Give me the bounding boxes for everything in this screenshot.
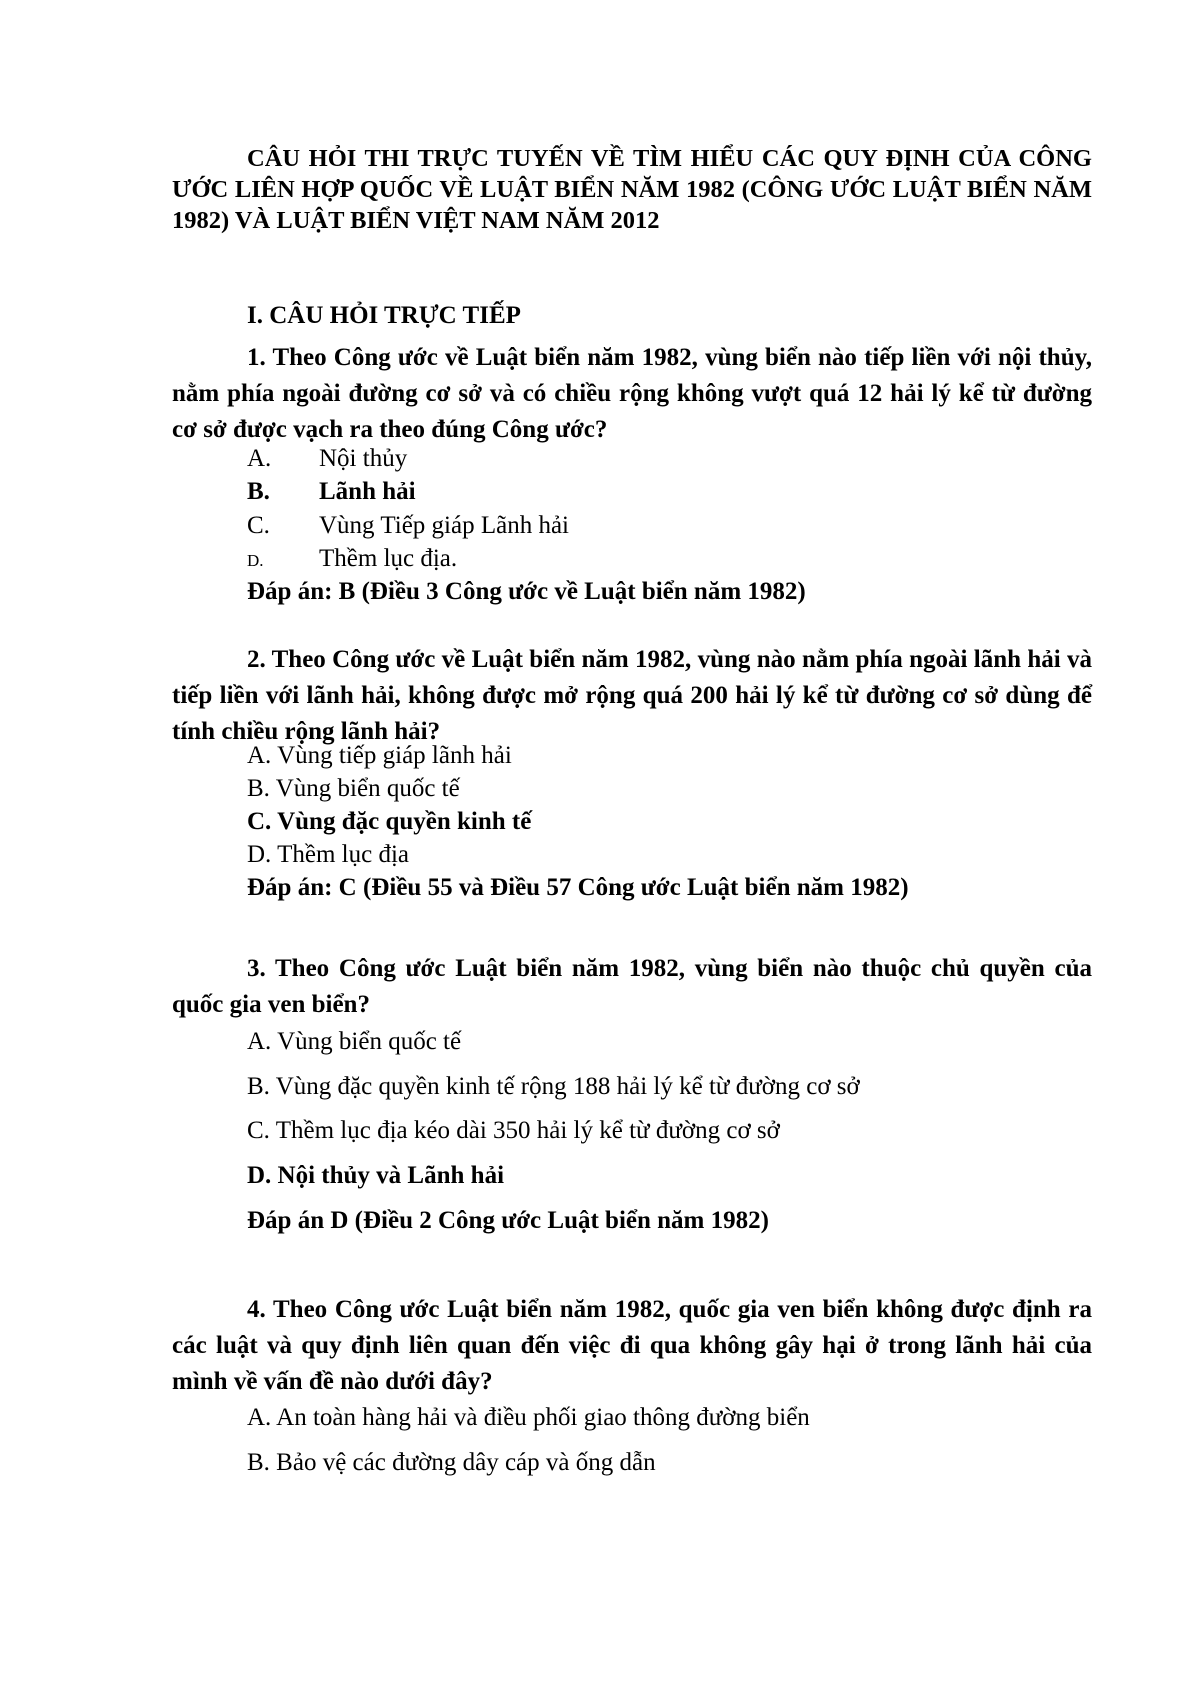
q3-option-d: D. Nội thủy và Lãnh hải (247, 1162, 505, 1189)
q3-option-c: C. Thềm lục địa kéo dài 350 hải lý kể từ đường cơ sở (247, 1117, 780, 1144)
section-heading: I. CÂU HỎI TRỰC TIẾP (247, 302, 521, 329)
q3-option-b: B. Vùng đặc quyền kinh tế rộng 188 hải lý kể từ đường cơ sở (247, 1073, 860, 1100)
q1-option-b-text: Lãnh hải (319, 478, 416, 505)
q2-option-a: A. Vùng tiếp giáp lãnh hải (247, 742, 512, 769)
question-3-text: 3. Theo Công ước Luật biển năm 1982, vùng biển nào thuộc chủ quyền của quốc gia ven biển? (172, 955, 1092, 1018)
q1-option-a-text: Nội thủy (319, 445, 408, 472)
q4-option-b: B. Bảo vệ các đường dây cáp và ống dẫn (247, 1449, 656, 1476)
q1-option-d (247, 545, 457, 573)
question-4-text: 4. Theo Công ước Luật biển năm 1982, quốc gia ven biển không được định ra các luật và quy định liên quan đến việc đi qua không gây hại ở trong lãnh hải của mình về vấn đề nào dưới đây? (172, 1296, 1092, 1395)
q2-option-b: B. Vùng biển quốc tế (247, 775, 460, 802)
q1-option-a-letter: A. (247, 445, 272, 472)
q1-option-c-letter: C. (247, 512, 270, 539)
q1-option-d-letter: D. (247, 551, 264, 570)
q2-option-d: D. Thềm lục địa (247, 841, 409, 868)
q2-option-c: C. Vùng đặc quyền kinh tế (247, 808, 532, 835)
q1-option-a (247, 445, 407, 473)
q1-answer: Đáp án: B (Điều 3 Công ước về Luật biển năm 1982) (247, 578, 806, 605)
q1-option-b-letter: B. (247, 478, 270, 505)
q1-option-c (247, 512, 569, 540)
q1-option-b (247, 478, 416, 506)
question-2-text: 2. Theo Công ước về Luật biển năm 1982, vùng nào nằm phía ngoài lãnh hải và tiếp liền với lãnh hải, không được mở rộng quá 200 hải lý kể từ đường cơ sở dùng để tính chiều rộng lãnh hải? (172, 646, 1092, 745)
question-1-text: 1. Theo Công ước về Luật biển năm 1982, vùng biển nào tiếp liền với nội thủy, nằm phía ngoài đường cơ sở và có chiều rộng không vượt quá 12 hải lý kể từ đường cơ sở được vạch ra theo đúng Công ước? (172, 344, 1092, 443)
q3-option-a: A. Vùng biển quốc tế (247, 1028, 462, 1055)
q1-option-c-text: Vùng Tiếp giáp Lãnh hải (319, 512, 569, 539)
q3-answer: Đáp án D (Điều 2 Công ước Luật biển năm 1982) (247, 1207, 769, 1234)
q4-option-a: A. An toàn hàng hải và điều phối giao thông đường biển (247, 1404, 810, 1431)
q2-answer: Đáp án: C (Điều 55 và Điều 57 Công ước Luật biển năm 1982) (247, 874, 909, 901)
document-title: CÂU HỎI THI TRỰC TUYẾN VỀ TÌM HIỂU CÁC QUY ĐỊNH CỦA CÔNG ƯỚC LIÊN HỢP QUỐC VỀ LUẬT BIỂN NĂM 1982 (CÔNG ƯỚC LUẬT BIỂN NĂM 1982) VÀ LUẬT BIỂN VIỆT NAM NĂM 2012 (172, 145, 1092, 234)
q1-option-d-text: Thềm lục địa. (319, 545, 458, 572)
